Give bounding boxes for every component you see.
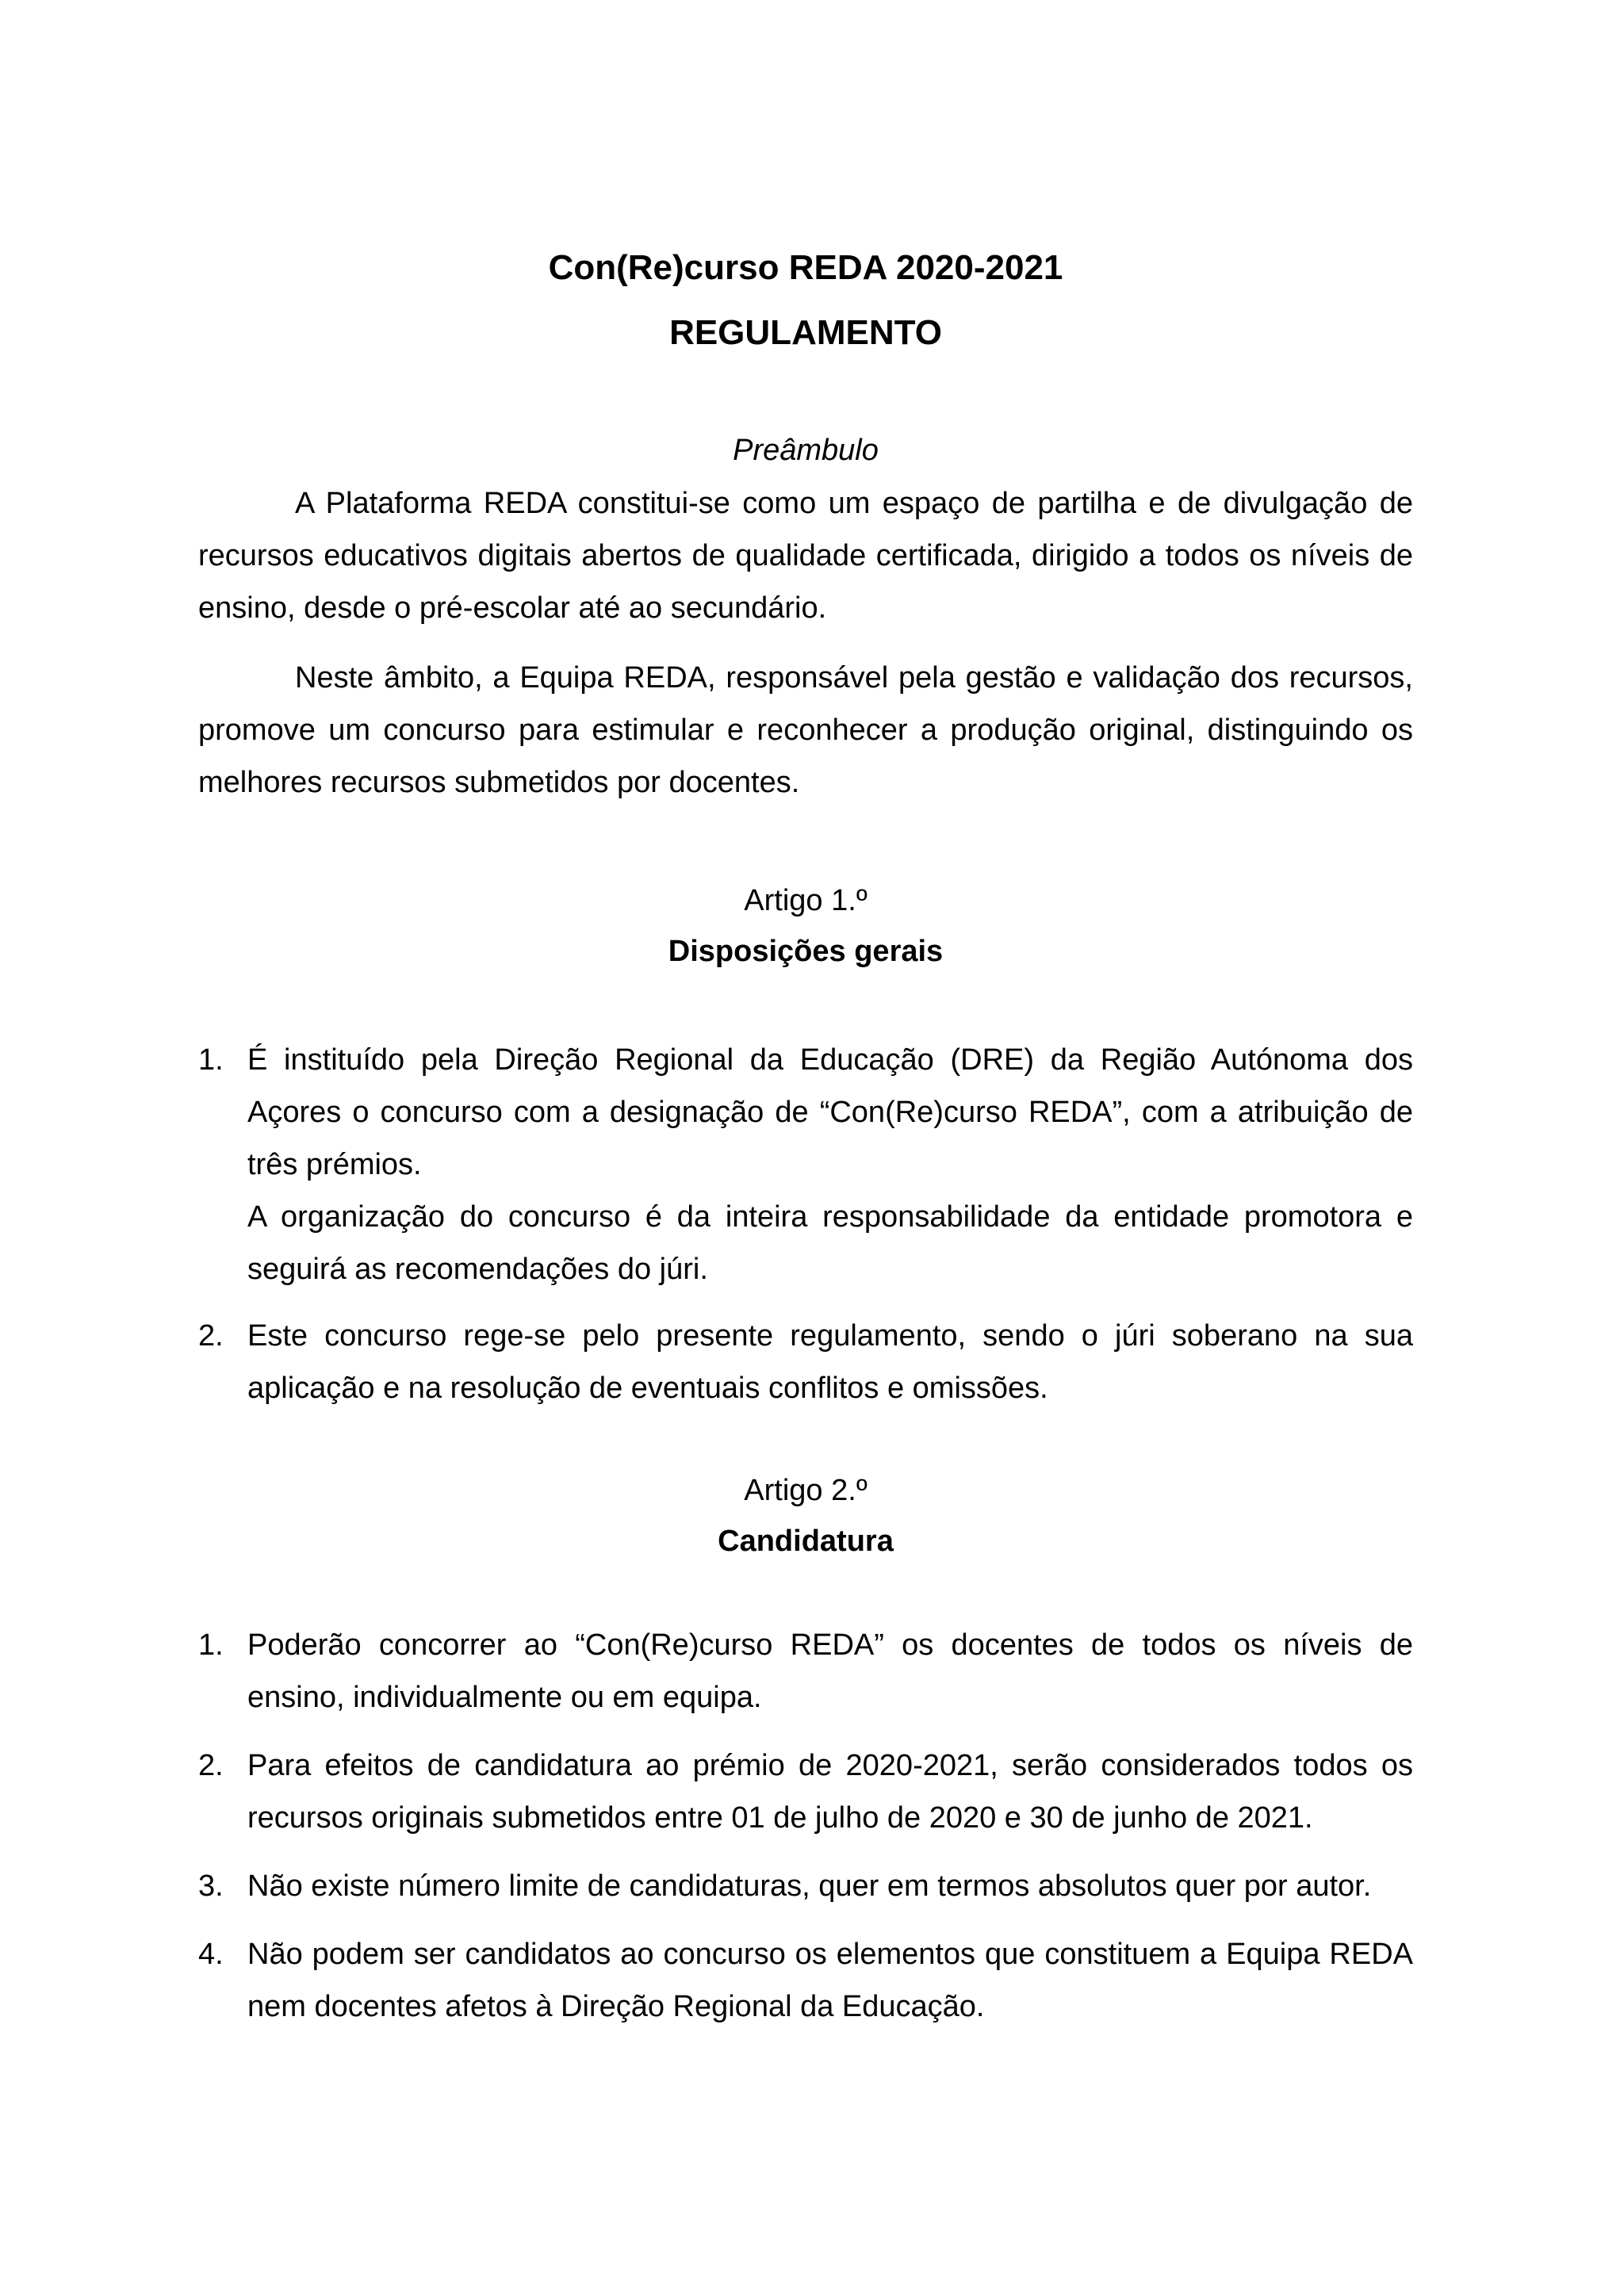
- item-number: 2.: [198, 1319, 224, 1353]
- item-text: Para efeitos de candidatura ao prémio de 2020-2021, serão considerados todos os recursos originais submetidos entre 01 de julho de 2020 e 30 de junho de 2021.: [247, 1749, 1413, 1835]
- article-2-item-1: [198, 1619, 1413, 1724]
- article-2-item-3: [198, 1860, 1413, 1912]
- article-1-item-1: [198, 1034, 1413, 1295]
- article-1-item-2: [198, 1310, 1413, 1414]
- article-2-number: Artigo 2.º: [744, 1474, 868, 1507]
- item-text: Não podem ser candidatos ao concurso os elementos que constituem a Equipa REDA nem docentes afetos à Direção Regional da Educação.: [247, 1938, 1413, 2023]
- item-text: Este concurso rege-se pelo presente regulamento, sendo o júri soberano na sua aplicação e na resolução de eventuais conflitos e omissões.: [247, 1319, 1413, 1405]
- document-subtitle: REGULAMENTO: [669, 313, 942, 352]
- article-2-item-2: [198, 1739, 1413, 1844]
- article-2-item-4: [198, 1928, 1413, 2033]
- item-number: 1.: [198, 1628, 224, 1662]
- preamble-paragraph-2: Neste âmbito, a Equipa REDA, responsável pela gestão e validação dos recursos, promove um concurso para estimular e reconhecer a produção original, distinguindo os melhores recursos submetidos por docentes.: [198, 661, 1413, 799]
- article-1-number: Artigo 1.º: [744, 884, 868, 917]
- item-extra-text: A organização do concurso é da inteira responsabilidade da entidade promotora e seguirá as recomendações do júri.: [247, 1200, 1413, 1286]
- article-1-heading: Disposições gerais: [668, 935, 944, 968]
- preamble-heading: Preâmbulo: [733, 434, 879, 467]
- item-text: Não existe número limite de candidaturas, quer em termos absolutos quer por autor.: [247, 1869, 1372, 1903]
- preamble-paragraph-1: A Plataforma REDA constitui-se como um espaço de partilha e de divulgação de recursos educativos digitais abertos de qualidade certificada, dirigido a todos os níveis de ensino, desde o pré-escolar até ao secundário.: [198, 487, 1413, 625]
- item-number: 1.: [198, 1043, 224, 1077]
- item-text: Poderão concorrer ao “Con(Re)curso REDA” os docentes de todos os níveis de ensino, individualmente ou em equipa.: [247, 1628, 1413, 1714]
- item-number: 4.: [198, 1938, 224, 1971]
- article-2-heading: Candidatura: [718, 1525, 894, 1558]
- item-number: 3.: [198, 1869, 224, 1903]
- document-title: Con(Re)curso REDA 2020-2021: [548, 248, 1063, 287]
- item-number: 2.: [198, 1749, 224, 1782]
- item-text: É instituído pela Direção Regional da Educação (DRE) da Região Autónoma dos Açores o concurso com a designação de “Con(Re)curso REDA”, com a atribuição de três prémios.: [247, 1043, 1413, 1181]
